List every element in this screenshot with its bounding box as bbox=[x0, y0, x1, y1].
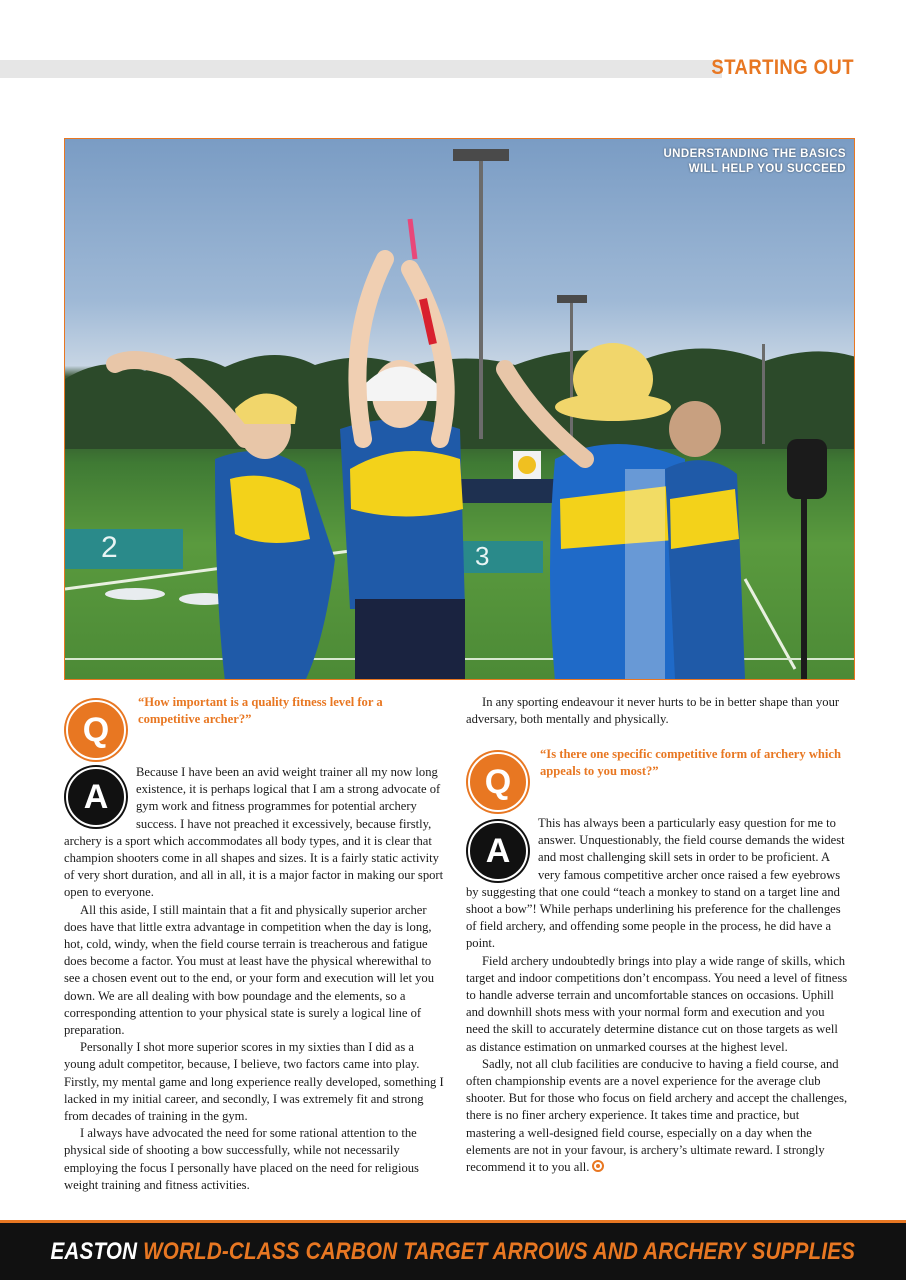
answer-2-column bbox=[466, 815, 850, 1176]
answer-badge-spacer-2 bbox=[466, 815, 538, 875]
field-number-right: 3 bbox=[475, 541, 490, 571]
answer-1-paragraph-2: All this aside, I still maintain that a fit and physically superior archer does have that little extra advantage in competition when the day is long, hot, cold, windy, when the field course terrain is treacherous and fatigue does become a factor. You must at least have the physical wherewithal to see a chosen event out to the end, or your form and execution will let you down. We are all dealing with bow poundage and the elements, so a corresponding attention to your physical state is surely a logical line of preparation. bbox=[64, 902, 435, 1038]
question-1: “How important is a quality fitness level for a competitive archer?” bbox=[138, 695, 383, 726]
photo-illustration bbox=[65, 139, 855, 680]
photo-caption-line1: UNDERSTANDING THE BASICS bbox=[663, 148, 846, 160]
answer-2-paragraph-1: This has always been a particularly easy question for me to answer. Unquestionably, the field course demands the widest and most challenging skill sets in order to be proficient. A very famous competitive archer once raised a few eyebrows by suggesting that one could “teach a monkey to stand on a target line and shoot a bow”! While perhaps underlining his preference for the challenges of field archery, and offending some people in the process, he did have a point. bbox=[466, 816, 845, 951]
question-badge-2: Q bbox=[468, 752, 528, 812]
answer-badge-1: A bbox=[66, 767, 126, 827]
answer-1-paragraph-3: Personally I shot more superior scores in my sixties than I did as a young adult competitor, because, I believe, two factors came into play. Firstly, my mental game and long experience really developed, something I lacked in my initial career, and secondly, I was extremely fit and strong from decades of training in the gym. bbox=[64, 1040, 444, 1124]
photo-caption bbox=[663, 147, 846, 177]
answer-1-paragraph-4: I always have advocated the need for some rational attention to the physical side of shooting a bow successfully, while not necessarily employing the focus I personally have placed on the need for religious weight training and fitness activities. bbox=[64, 1126, 419, 1192]
header-rule bbox=[0, 60, 722, 78]
photo-caption-line2: WILL HELP YOU SUCCEED bbox=[688, 163, 846, 175]
answer-badge-2: A bbox=[468, 821, 528, 881]
end-of-article-icon bbox=[592, 1160, 604, 1172]
footer-brand: EASTON bbox=[50, 1237, 138, 1265]
footer-tagline: WORLD-CLASS CARBON TARGET ARROWS AND ARCHERY SUPPLIES bbox=[143, 1237, 856, 1265]
answer-1-continuation bbox=[466, 694, 850, 728]
section-label: STARTING OUT bbox=[711, 56, 854, 79]
question-2: “Is there one specific competitive form of archery which appeals to you most?” bbox=[540, 747, 842, 778]
answer-badge-spacer bbox=[64, 764, 136, 824]
footer-text bbox=[51, 1238, 856, 1266]
answer-1-paragraph-1: Because I have been an avid weight trainer all my now long existence, it is perhaps logical that I am a strong advocate of gym work and fitness programmes for potential archery success. I have not preached it excessively, because firstly, archery is a sport which accommodates all body types, and it is clear that champion shooters come in all shapes and sizes. It is a fairly static activity of very short duration, and all in all, it is a major factor in making our sport open to everyone. bbox=[64, 765, 444, 900]
answer-1-paragraph-5: In any sporting endeavour it never hurts to be in better shape than your adversary, both mentally and physically. bbox=[466, 695, 840, 727]
field-number-left: 2 bbox=[101, 531, 118, 564]
archers-celebration-photo bbox=[64, 138, 855, 680]
question-badge-1: Q bbox=[66, 700, 126, 760]
answer-2-paragraph-2: Field archery undoubtedly brings into play a wide range of skills, which target and indoor competitions don’t encompass. You need a level of fitness to handle adverse terrain and uncomfortable stances on occasions. Uphill and downhill shots mess with your normal form and execution and you need the skill to accurately determine distance cut on those targets as well as distance estimation on unmarked courses at the highest level. bbox=[466, 953, 848, 1054]
answer-1-column bbox=[64, 764, 448, 1194]
footer-banner bbox=[0, 1223, 906, 1280]
answer-2-paragraph-3: Sadly, not all club facilities are conducive to having a field course, and often championship events are a novel experience for the average club shooter. But for those who focus on field archery and accept the challenges, there is no finer archery experience. It takes time and practice, but mastering a well-designed field course, especially on a day when the elements are not in your favour, is archery’s ultimate reward. I strongly recommend it to you all. bbox=[466, 1056, 848, 1175]
